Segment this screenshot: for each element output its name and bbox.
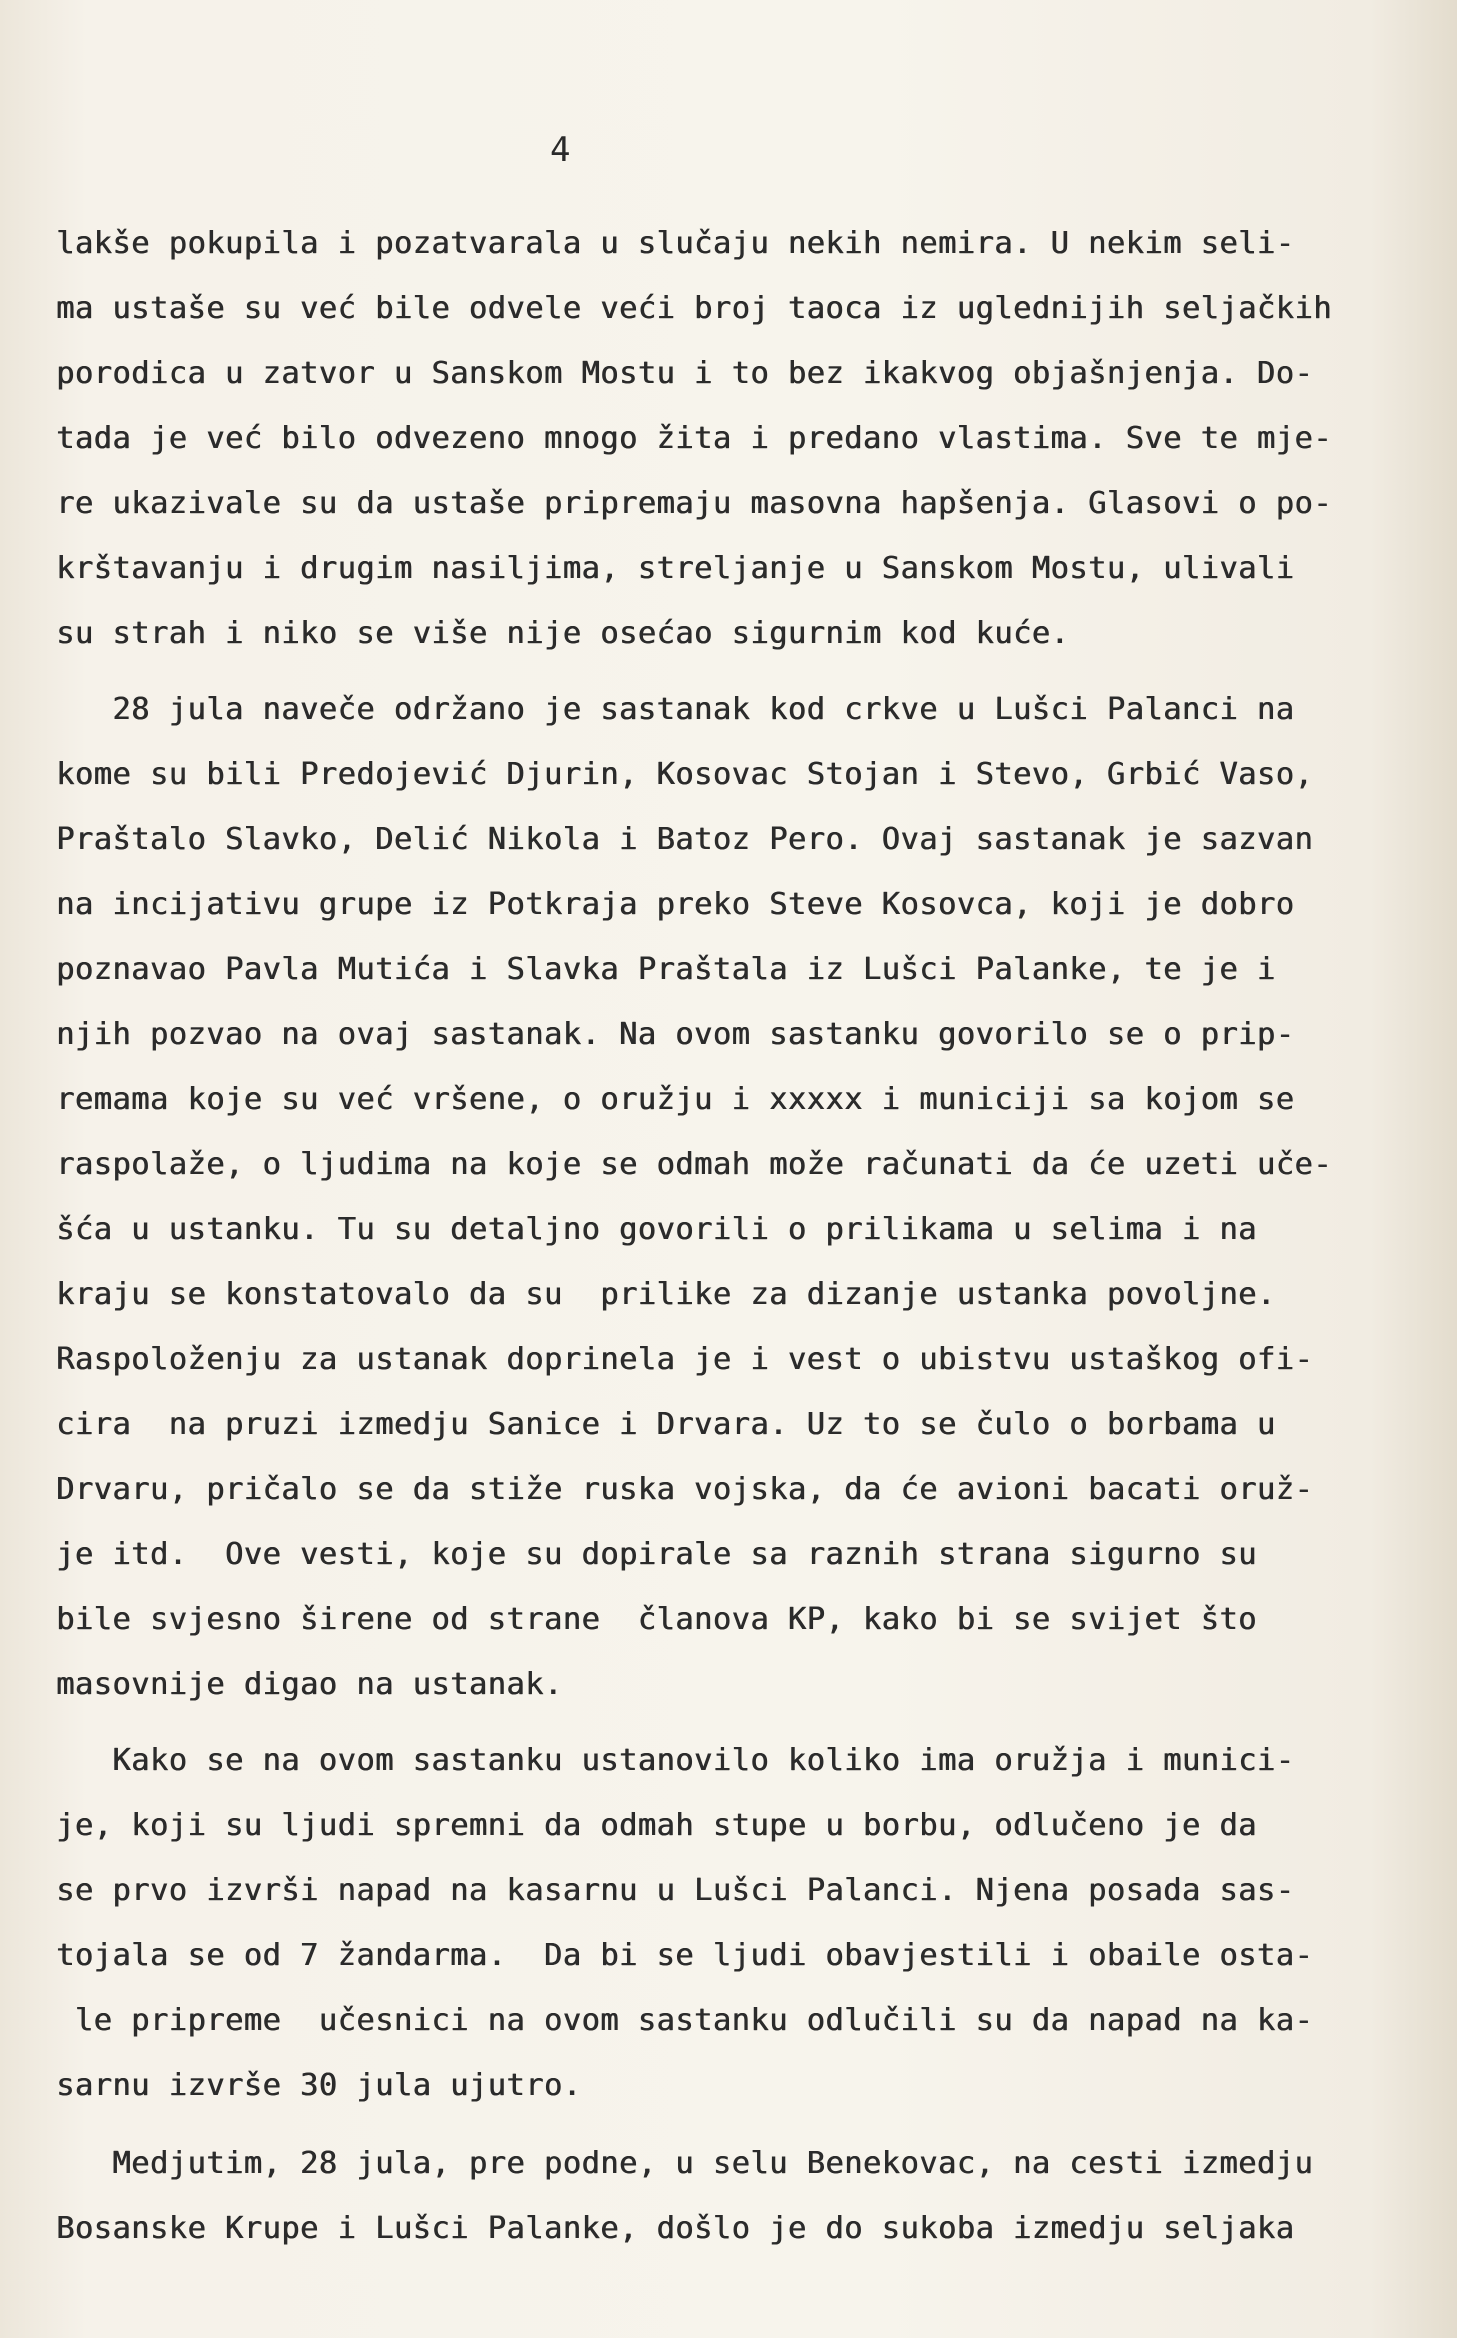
- text-line: Medjutim, 28 jula, pre podne, u selu Benekovac, na cesti izmedju: [56, 2146, 1314, 2181]
- text-line: Drvaru, pričalo se da stiže ruska vojska, da će avioni bacati oruž-: [56, 1472, 1314, 1507]
- text-line: krštavanju i drugim nasiljima, streljanje u Sanskom Mostu, ulivali: [56, 551, 1295, 586]
- text-line: Kako se na ovom sastanku ustanovilo koliko ima oružja i munici-: [56, 1743, 1295, 1778]
- text-line: le pripreme učesnici na ovom sastanku odlučili su da napad na ka-: [56, 2003, 1314, 2038]
- text-line: Bosanske Krupe i Lušci Palanke, došlo je do sukoba izmedju seljaka: [56, 2211, 1295, 2246]
- text-line: je, koji su ljudi spremni da odmah stupe u borbu, odlučeno je da: [56, 1808, 1257, 1843]
- text-line: masovnije digao na ustanak.: [56, 1667, 563, 1702]
- page-number: 4: [550, 130, 571, 170]
- text-line: bile svjesno širene od strane članova KP, kako bi se svijet što: [56, 1602, 1257, 1637]
- text-line: se prvo izvrši napad na kasarnu u Lušci Palanci. Njena posada sas-: [56, 1873, 1295, 1908]
- text-line: 28 jula naveče održano je sastanak kod crkve u Lušci Palanci na: [56, 692, 1295, 727]
- text-line: kraju se konstatovalo da su prilike za dizanje ustanka povoljne.: [56, 1277, 1276, 1312]
- text-line: porodica u zatvor u Sanskom Mostu i to bez ikakvog objašnjenja. Do-: [56, 356, 1314, 391]
- text-line: sarnu izvrše 30 jula ujutro.: [56, 2068, 582, 2103]
- text-line: na incijativu grupe iz Potkraja preko Steve Kosovca, koji je dobro: [56, 887, 1295, 922]
- text-line: njih pozvao na ovaj sastanak. Na ovom sastanku govorilo se o prip-: [56, 1017, 1295, 1052]
- text-line: re ukazivale su da ustaše pripremaju masovna hapšenja. Glasovi o po-: [56, 486, 1332, 521]
- text-line: lakše pokupila i pozatvarala u slučaju nekih nemira. U nekim seli-: [56, 226, 1295, 261]
- text-line: šća u ustanku. Tu su detaljno govorili o prilikama u selima i na: [56, 1212, 1257, 1247]
- text-line: tada je već bilo odvezeno mnogo žita i predano vlastima. Sve te mje-: [56, 421, 1332, 456]
- text-line: tojala se od 7 žandarma. Da bi se ljudi obavjestili i obaile osta-: [56, 1938, 1314, 1973]
- text-line: cira na pruzi izmedju Sanice i Drvara. Uz to se čulo o borbama u: [56, 1407, 1276, 1442]
- text-line: ma ustaše su već bile odvele veći broj taoca iz uglednijih seljačkih: [56, 291, 1332, 326]
- text-line: je itd. Ove vesti, koje su dopirale sa raznih strana sigurno su: [56, 1537, 1257, 1572]
- text-line: Praštalo Slavko, Delić Nikola i Batoz Pero. Ovaj sastanak je sazvan: [56, 822, 1314, 857]
- text-line: remama koje su već vršene, o oružju i xxxxx i municiji sa kojom se: [56, 1082, 1295, 1117]
- text-line: kome su bili Predojević Djurin, Kosovac Stojan i Stevo, Grbić Vaso,: [56, 757, 1314, 792]
- text-line: raspolaže, o ljudima na koje se odmah može računati da će uzeti uče-: [56, 1147, 1332, 1182]
- text-line: poznavao Pavla Mutića i Slavka Praštala iz Lušci Palanke, te je i: [56, 952, 1276, 987]
- text-line: Raspoloženju za ustanak doprinela je i vest o ubistvu ustaškog ofi-: [56, 1342, 1314, 1377]
- text-line: su strah i niko se više nije osećao sigurnim kod kuće.: [56, 616, 1070, 651]
